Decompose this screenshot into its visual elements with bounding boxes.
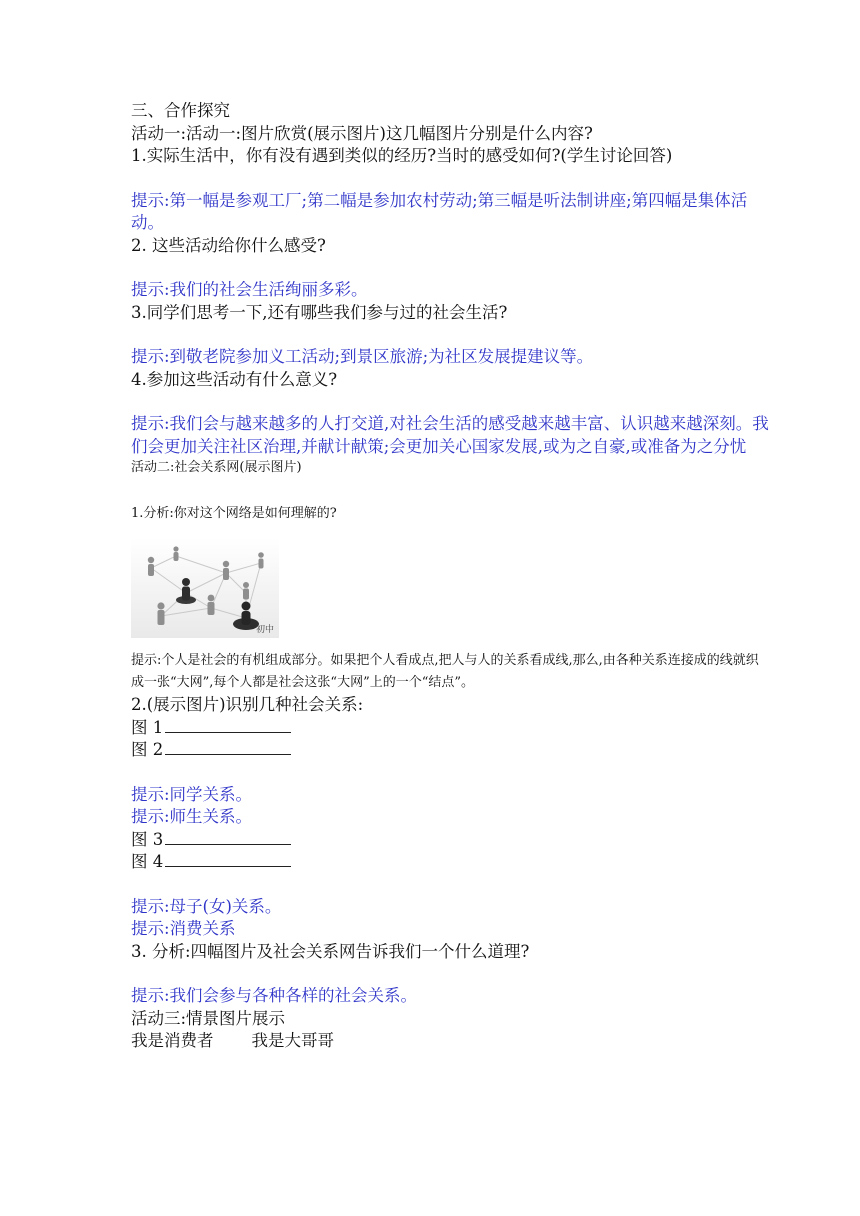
activity1-title: 活动一:活动一:图片欣赏(展示图片)这几幅图片分别是什么内容? bbox=[131, 123, 593, 143]
activity1-hint-1: 提示:第一幅是参观工厂;第二幅是参加农村劳动;第三幅是听法制讲座;第四幅是集体活动。 bbox=[131, 190, 748, 232]
activity2-hint-3: 提示:我们会参与各种各样的社会关系。 bbox=[131, 986, 418, 1005]
figure-1-answer-blank bbox=[165, 717, 291, 733]
figure-3-label: 图 3 bbox=[131, 829, 164, 849]
activity2-hint-1: 提示:个人是社会的有机组成部分。如果把个人看成点,把人与人的关系看成线,那么,由各种关系连接成的线就织成一张“大网”,每个人都是社会这张“大网”上的一个“结点”。 bbox=[131, 653, 759, 690]
activity3-title: 活动三:情景图片展示 bbox=[131, 1008, 286, 1028]
activity1-hint-3: 提示:到敬老院参加义工活动;到景区旅游;为社区发展提建议等。 bbox=[131, 347, 594, 366]
section-title: 三、合作探究 bbox=[131, 101, 230, 120]
figure-2-line bbox=[131, 739, 771, 762]
figure-3-answer-blank bbox=[165, 829, 291, 845]
activity1-question-2: 2. 这些活动给你什么感受? bbox=[131, 235, 326, 255]
figure-4-answer-blank bbox=[165, 851, 291, 867]
social-network-image bbox=[131, 538, 279, 638]
figure-4-hint: 提示:消费关系 bbox=[131, 919, 236, 938]
activity2-title: 活动二:社会关系网(展示图片) bbox=[131, 460, 302, 475]
activity2-question-3: 3. 分析:四幅图片及社会关系网告诉我们一个什么道理? bbox=[131, 941, 530, 961]
figure-2-label: 图 2 bbox=[131, 740, 164, 759]
figure-4-label: 图 4 bbox=[131, 852, 164, 871]
role-big-brother: 我是大哥哥 bbox=[251, 1031, 334, 1050]
figure-1-line bbox=[131, 717, 771, 740]
role-consumer: 我是消费者 bbox=[131, 1031, 214, 1050]
activity1-hint-4: 提示:我们会与越来越多的人打交道,对社会生活的感受越来越丰富、认识越来越深刻。我们会更加关注社区治理,并献计献策;会更加关心国家发展,或为之自豪,或准备为之分忧 bbox=[131, 414, 769, 456]
activity1-question-1: 1.实际生活中，你有没有遇到类似的经历?当时的感受如何?(学生讨论回答) bbox=[131, 146, 673, 165]
figure-3-hint: 提示:母子(女)关系。 bbox=[131, 896, 282, 916]
image-watermark: 初中 bbox=[256, 625, 275, 635]
figure-4-line bbox=[131, 851, 771, 874]
activity1-question-4: 4.参加这些活动有什么意义? bbox=[131, 369, 338, 389]
activity1-hint-2: 提示:我们的社会生活绚丽多彩。 bbox=[131, 280, 368, 299]
document-body bbox=[131, 100, 771, 1053]
figure-2-hint: 提示:师生关系。 bbox=[131, 807, 253, 826]
figure-1-hint: 提示:同学关系。 bbox=[131, 784, 253, 804]
figure-2-answer-blank bbox=[165, 739, 291, 755]
activity1-question-3: 3.同学们思考一下,还有哪些我们参与过的社会生活? bbox=[131, 302, 508, 322]
figure-3-line bbox=[131, 829, 771, 852]
activity2-question-2: 2.(展示图片)识别几种社会关系: bbox=[131, 695, 364, 714]
figure-1-label: 图 1 bbox=[131, 717, 164, 737]
network-illustration bbox=[131, 538, 279, 638]
activity2-question-1: 1.分析:你对这个网络是如何理解的? bbox=[131, 506, 337, 521]
activity3-roles bbox=[131, 1030, 771, 1053]
